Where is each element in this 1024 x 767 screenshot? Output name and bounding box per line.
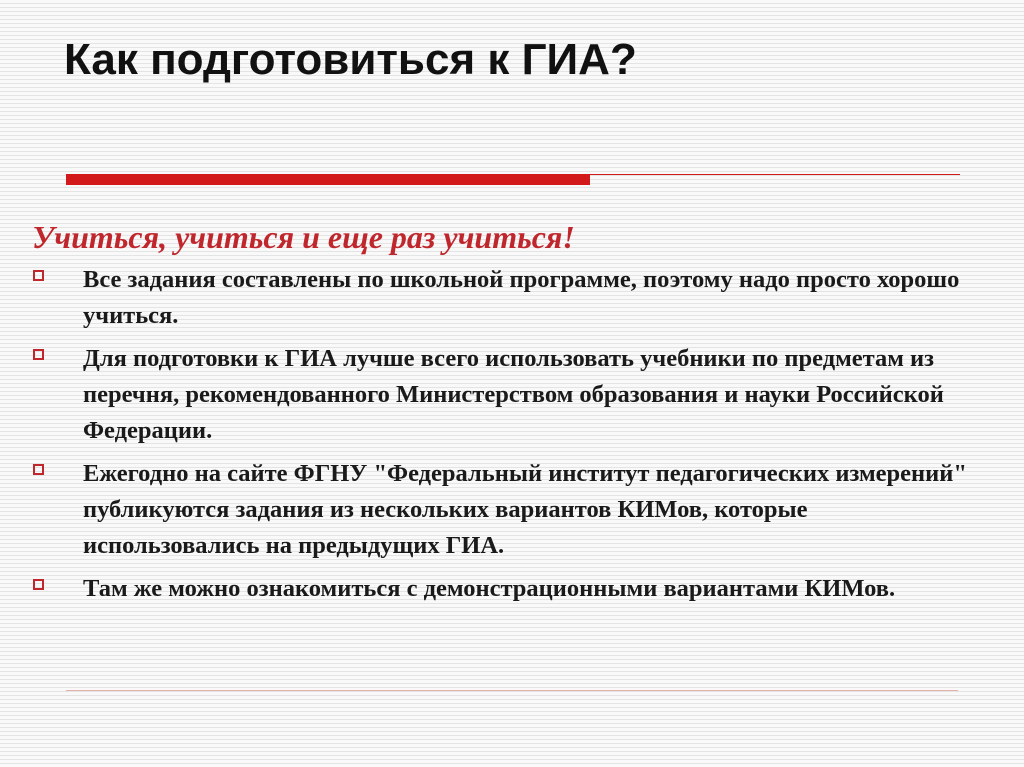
bullet-text: Ежегодно на сайте ФГНУ "Федеральный институт педагогических измерений" публикуются задания из нескольких вариантов КИМов, которые использовались на предыдущих ГИА. <box>83 460 967 559</box>
square-bullet-icon <box>33 270 44 281</box>
square-bullet-icon <box>33 349 44 360</box>
slide-subtitle: Учиться, учиться и еще раз учиться! <box>32 219 575 255</box>
title-divider-thin <box>590 174 960 175</box>
square-bullet-icon <box>33 579 44 590</box>
bullet-text: Все задания составлены по школьной программе, поэтому надо просто хорошо учиться. <box>83 266 960 329</box>
bullet-list <box>28 262 988 614</box>
bullet-text: Там же можно ознакомиться с демонстрационными вариантами КИМов. <box>83 575 896 602</box>
slide-title: Как подготовиться к ГИА? <box>64 35 637 84</box>
bullet-item <box>28 262 988 334</box>
footer-divider <box>66 690 958 691</box>
bullet-item <box>28 456 988 564</box>
bullet-item <box>28 571 988 607</box>
bullet-text: Для подготовки к ГИА лучше всего использовать учебники по предметам из перечня, рекомендованного Министерством образования и науки Российской Федерации. <box>83 345 944 444</box>
bullet-item <box>28 341 988 449</box>
title-divider-thick <box>66 174 590 185</box>
square-bullet-icon <box>33 464 44 475</box>
